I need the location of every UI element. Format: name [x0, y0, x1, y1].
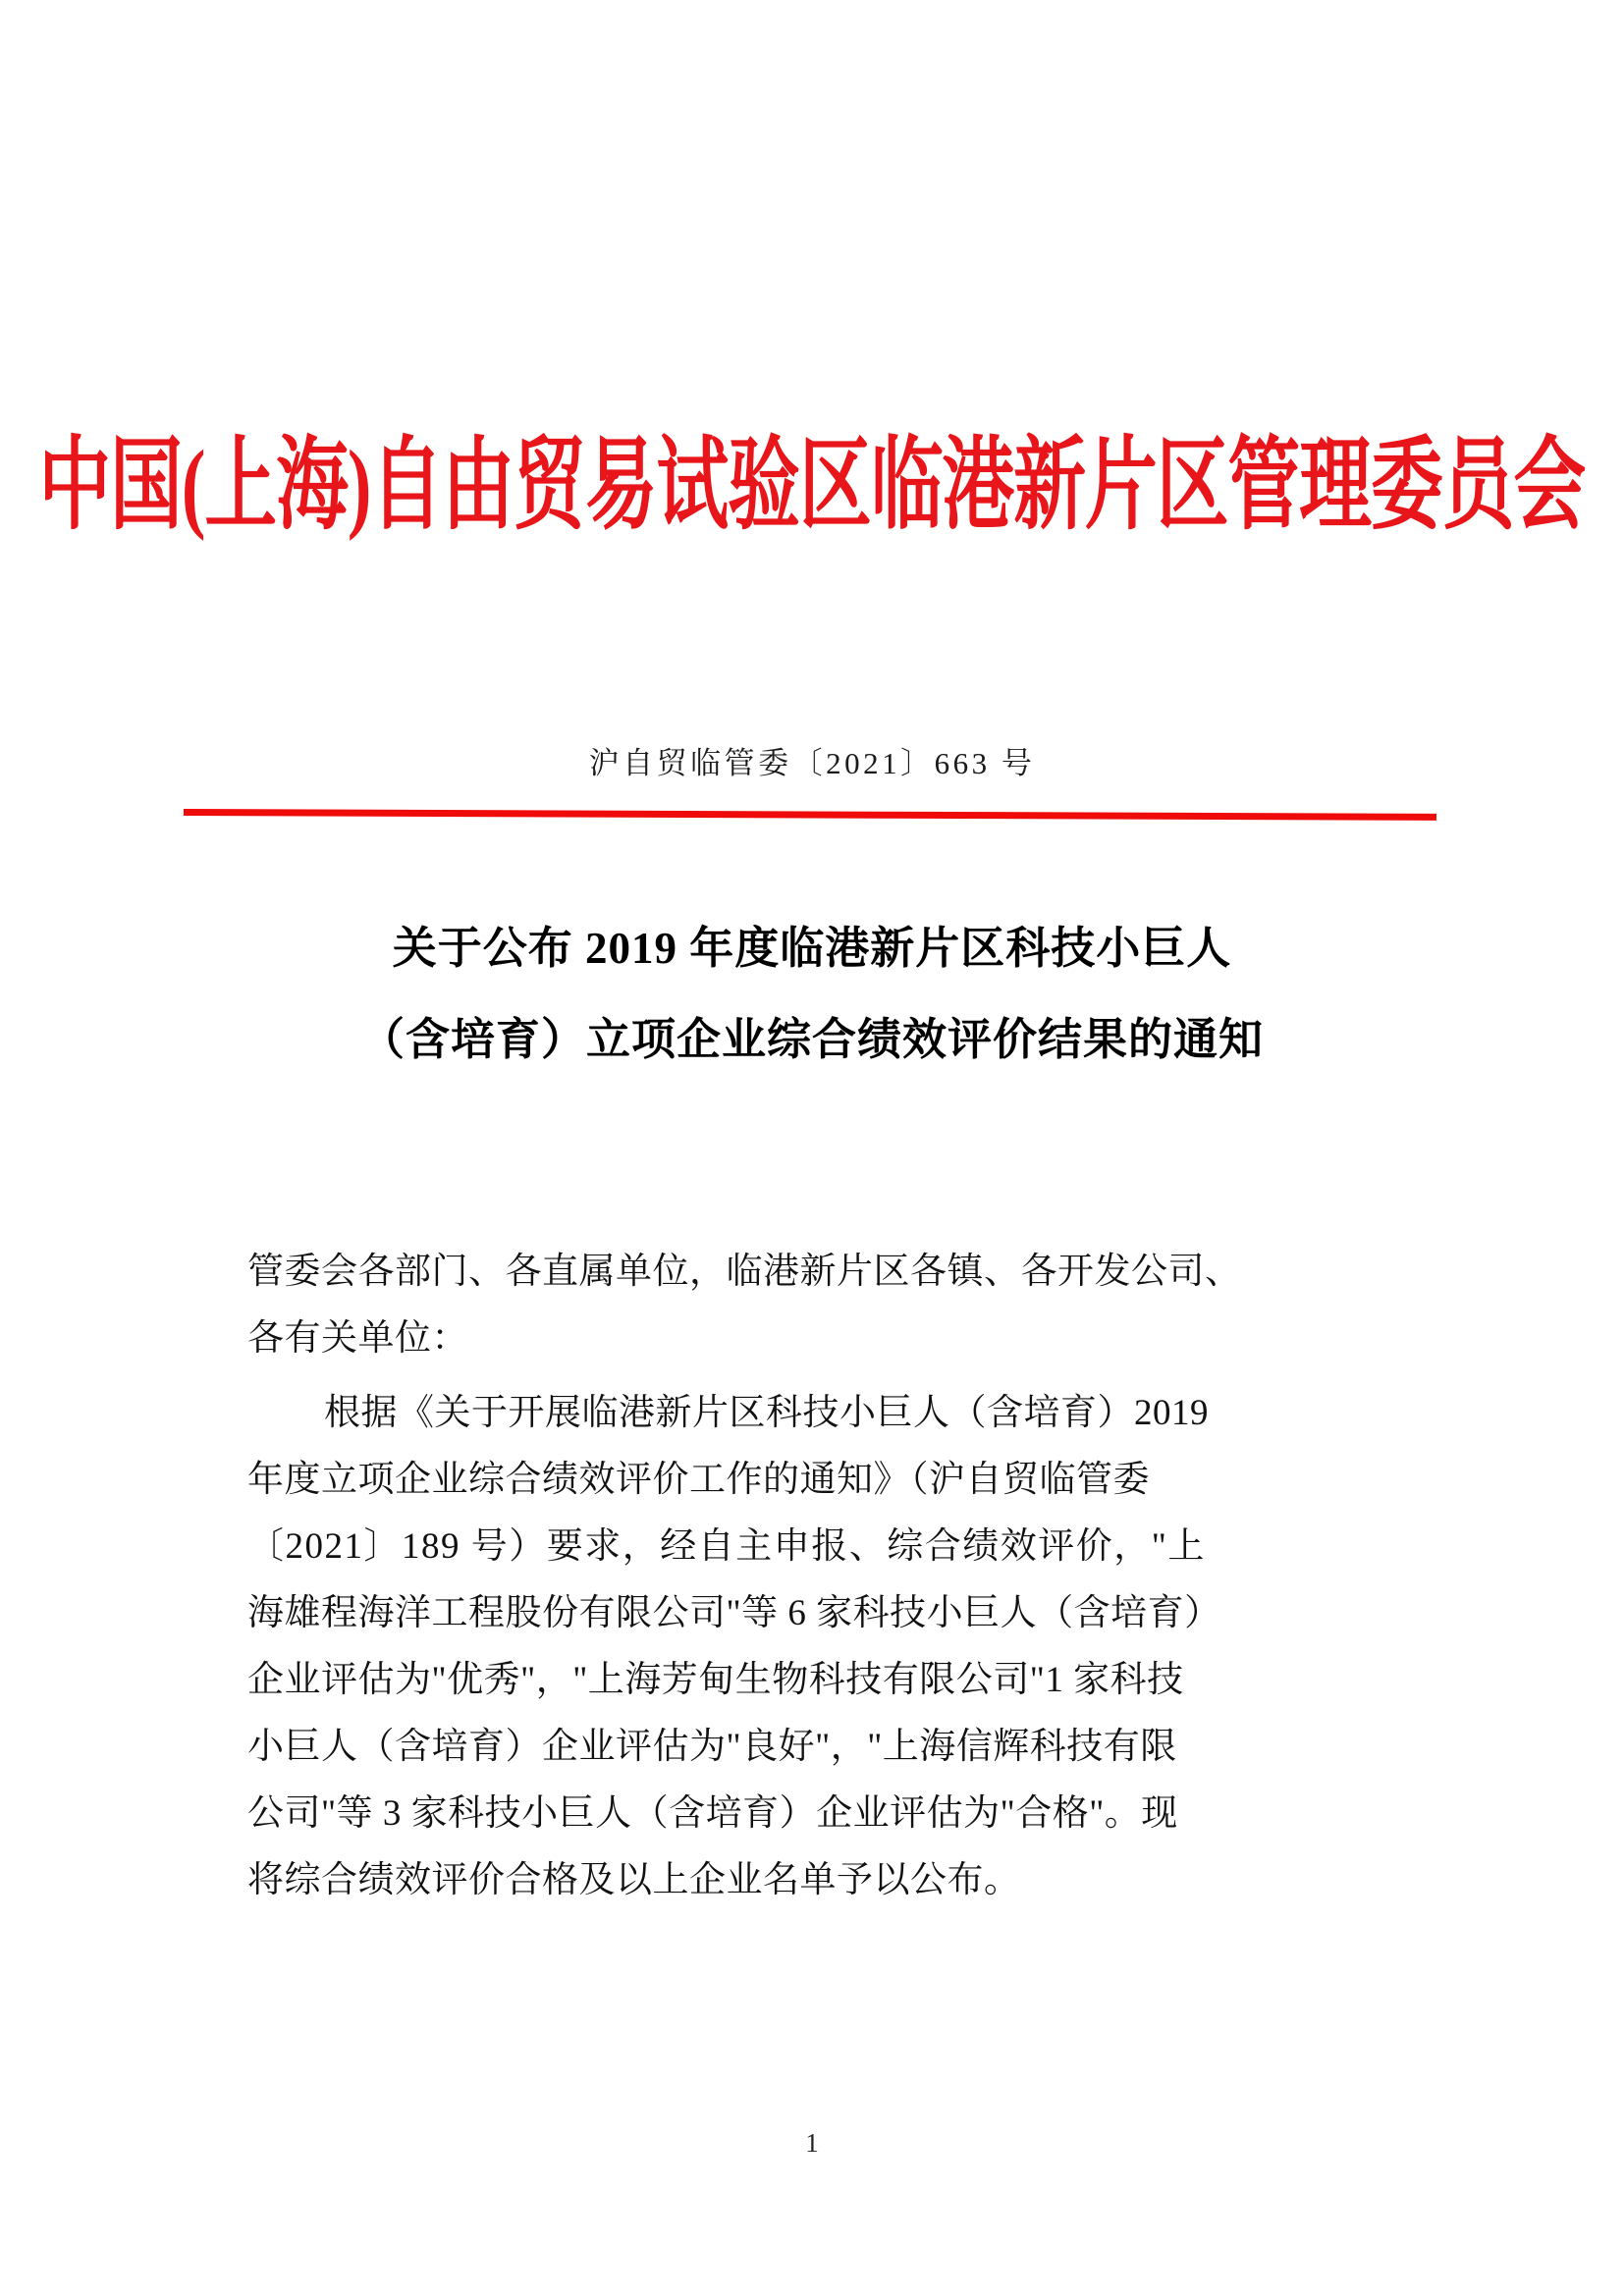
recipient-line-2: 各有关单位： [247, 1318, 468, 1359]
paragraph-gap [247, 1372, 1391, 1380]
document-number-text: 沪自贸临管委〔2021〕663 号 [588, 746, 1036, 780]
body-paragraph-line-5: 企业评估为"优秀"，"上海芳甸生物科技有限公司"1 家科技 [247, 1660, 1184, 1700]
page-number: 1 [805, 2128, 819, 2158]
page-title-line-2: （含培育）立项企业综合绩效评价结果的通知 [359, 1015, 1264, 1064]
recipient-line-1: 管委会各部门、各直属单位，临港新片区各镇、各开发公司、 [247, 1252, 1242, 1292]
body-paragraph-line-8: 将综合绩效评价合格及以上企业名单予以公布。 [247, 1860, 1021, 1900]
page-title-line-1: 关于公布 2019 年度临港新片区科技小巨人 [392, 924, 1232, 973]
document-body [247, 1239, 1391, 1914]
body-paragraph-line-4: 海雄程海洋工程股份有限公司"等 6 家科技小巨人（含培育） [247, 1593, 1221, 1633]
page-title [0, 903, 1624, 1086]
body-paragraph-line-1: 根据《关于开展临港新片区科技小巨人（含培育）2019 [324, 1393, 1209, 1433]
body-paragraph-line-7: 公司"等 3 家科技小巨人（含培育）企业评估为"合格"。现 [247, 1793, 1178, 1834]
letterhead-organization-name: 中国(上海)自由贸易试验区临港新片区管理委员会 [38, 430, 1586, 543]
document-number [0, 738, 1624, 782]
body-paragraph-line-6: 小巨人（含培育）企业评估为"良好"，"上海信辉科技有限 [247, 1727, 1177, 1767]
body-paragraph-line-3: 〔2021〕189 号）要求，经自主申报、综合绩效评价，"上 [247, 1526, 1206, 1567]
letterhead [0, 430, 1624, 543]
body-paragraph-line-2: 年度立项企业综合绩效评价工作的通知》（沪自贸临管委 [247, 1460, 1150, 1500]
red-separator-rule [184, 809, 1436, 821]
